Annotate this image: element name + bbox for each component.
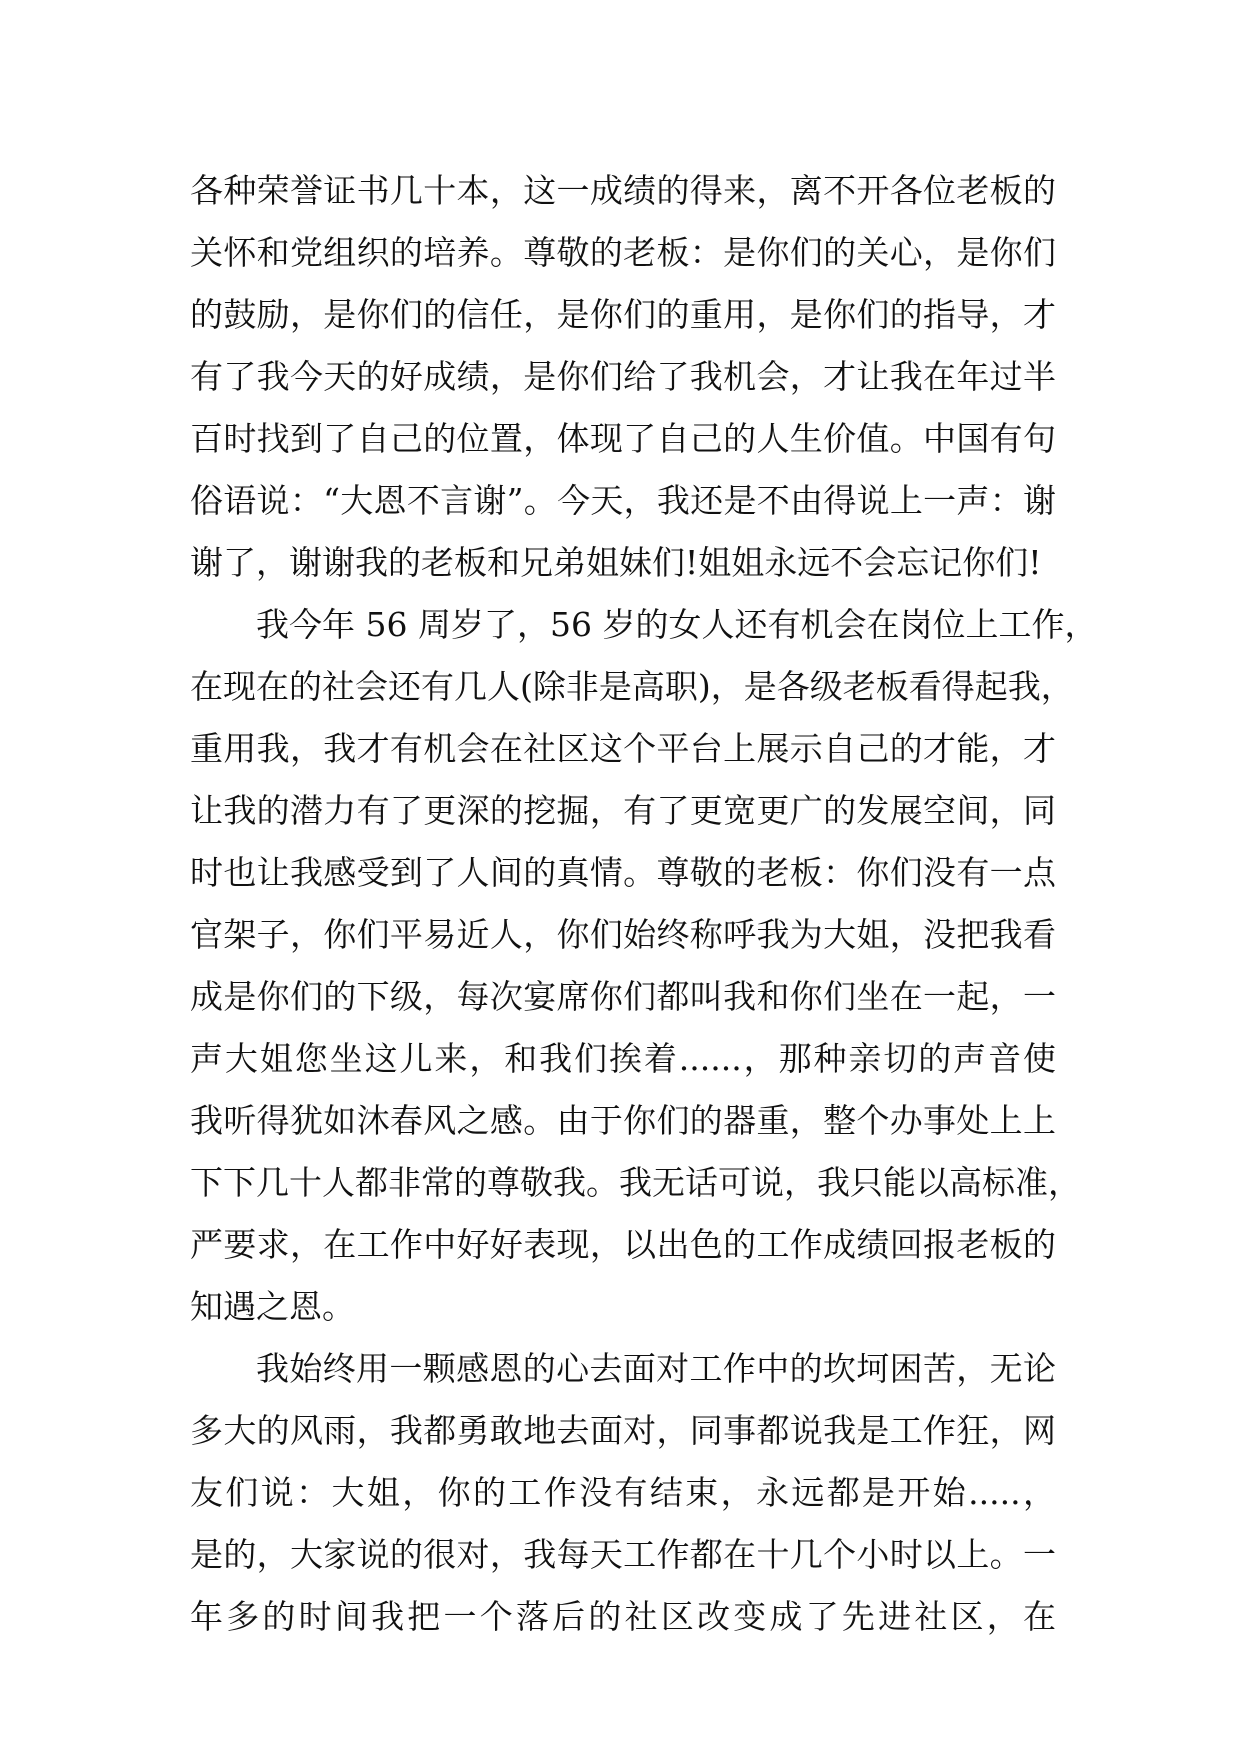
paragraph-1 — [190, 160, 1056, 594]
text-line: 多大的风雨，我都勇敢地去面对，同事都说我是工作狂，网 — [190, 1411, 1056, 1450]
text-line: 关怀和党组织的培养。尊敬的老板：是你们的关心，是你们 — [190, 233, 1056, 272]
text-line: 是的，大家说的很对，我每天工作都在十几个小时以上。一 — [190, 1535, 1056, 1574]
text-line: 声大姐您坐这儿来，和我们挨着......，那种亲切的声音使 — [190, 1039, 1056, 1078]
text-line: 下下几十人都非常的尊敬我。我无话可说，我只能以高标准， — [190, 1163, 1081, 1202]
paragraph-2 — [190, 594, 1098, 1338]
text-line: 严要求，在工作中好好表现，以出色的工作成绩回报老板的 — [190, 1225, 1056, 1264]
text-line: 各种荣誉证书几十本，这一成绩的得来，离不开各位老板的 — [190, 171, 1056, 210]
body-text — [190, 160, 1098, 1648]
text-line: 谢了，谢谢我的老板和兄弟姐妹们!姐姐永远不会忘记你们! — [190, 543, 1042, 582]
paragraph-3 — [190, 1338, 1056, 1648]
text-line: 有了我今天的好成绩，是你们给了我机会，才让我在年过半 — [190, 357, 1056, 396]
text-line: 知遇之恩。 — [190, 1287, 355, 1326]
text-line: 时也让我感受到了人间的真情。尊敬的老板：你们没有一点 — [190, 853, 1056, 892]
text-line: 官架子，你们平易近人，你们始终称呼我为大姐，没把我看 — [190, 915, 1056, 954]
text-line: 让我的潜力有了更深的挖掘，有了更宽更广的发展空间，同 — [190, 791, 1056, 830]
text-line: 重用我，我才有机会在社区这个平台上展示自己的才能，才 — [190, 729, 1056, 768]
text-line: 的鼓励，是你们的信任，是你们的重用，是你们的指导，才 — [190, 295, 1056, 334]
text-line: 俗语说：“大恩不言谢”。今天，我还是不由得说上一声：谢 — [190, 481, 1056, 520]
text-line: 我今年 56 周岁了，56 岁的女人还有机会在岗位上工作， — [256, 605, 1098, 644]
text-line: 年多的时间我把一个落后的社区改变成了先进社区，在 — [190, 1597, 1056, 1636]
text-line: 我始终用一颗感恩的心去面对工作中的坎坷困苦，无论 — [256, 1349, 1056, 1388]
text-line: 在现在的社会还有几人(除非是高职)，是各级老板看得起我， — [190, 667, 1074, 706]
text-line: 百时找到了自己的位置，体现了自己的人生价值。中国有句 — [190, 419, 1056, 458]
text-line: 友们说：大姐，你的工作没有结束，永远都是开始.....， — [190, 1473, 1056, 1512]
text-line: 成是你们的下级，每次宴席你们都叫我和你们坐在一起，一 — [190, 977, 1056, 1016]
text-line: 我听得犹如沐春风之感。由于你们的器重，整个办事处上上 — [190, 1101, 1056, 1140]
